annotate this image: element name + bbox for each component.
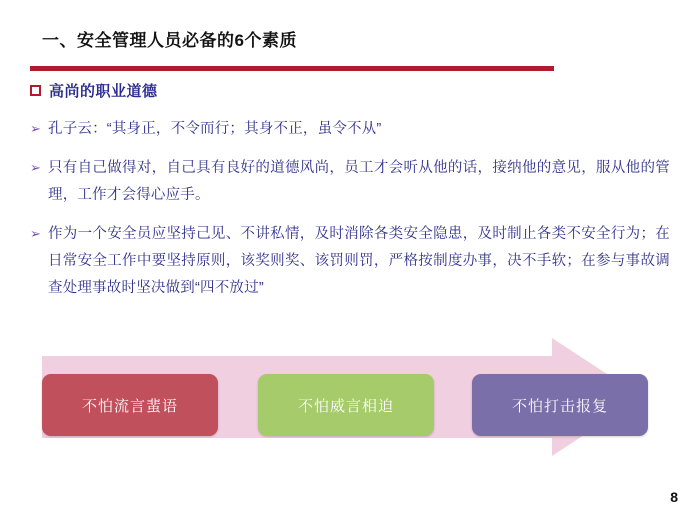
chip-item xyxy=(42,374,218,436)
page-title: 一、安全管理人员必备的6个素质 xyxy=(42,31,297,50)
list-item-text: 孔子云：“其身正，不令而行；其身不正，虽令不从” xyxy=(48,121,382,137)
arrow-bullet-icon: ➢ xyxy=(30,226,41,241)
list-item xyxy=(30,221,670,302)
chip-label: 不怕流言蜚语 xyxy=(81,397,178,415)
list-item xyxy=(30,155,670,209)
title-divider xyxy=(30,66,554,71)
chip-item xyxy=(258,374,434,436)
arrow-bullet-icon: ➢ xyxy=(30,121,41,136)
list-item xyxy=(30,116,670,143)
bullet-list xyxy=(30,116,670,314)
page-number: 8 xyxy=(670,489,678,505)
footer-divider xyxy=(0,515,700,517)
arrow-bullet-icon: ➢ xyxy=(30,160,41,175)
chip-row xyxy=(42,374,658,436)
list-item-text: 作为一个安全员应坚持己见、不讲私情，及时消除各类安全隐患，及时制止各类不安全行为；在日常安全工作中要坚持原则，该奖则奖、该罚则罚，严格按制度办事，决不手软；在参与事故调查处理事故时坚决做到“四不放过” xyxy=(48,226,670,296)
subheading-label: 高尚的职业道德 xyxy=(49,83,158,100)
subheading xyxy=(30,80,158,101)
chip-label: 不怕打击报复 xyxy=(511,397,608,415)
square-bullet-icon xyxy=(30,85,41,96)
list-item-text: 只有自己做得对，自己具有良好的道德风尚，员工才会听从他的话，接纳他的意见，服从他的管理，工作才会得心应手。 xyxy=(48,160,670,203)
chip-label: 不怕威言相迫 xyxy=(297,397,394,415)
chip-item xyxy=(472,374,648,436)
